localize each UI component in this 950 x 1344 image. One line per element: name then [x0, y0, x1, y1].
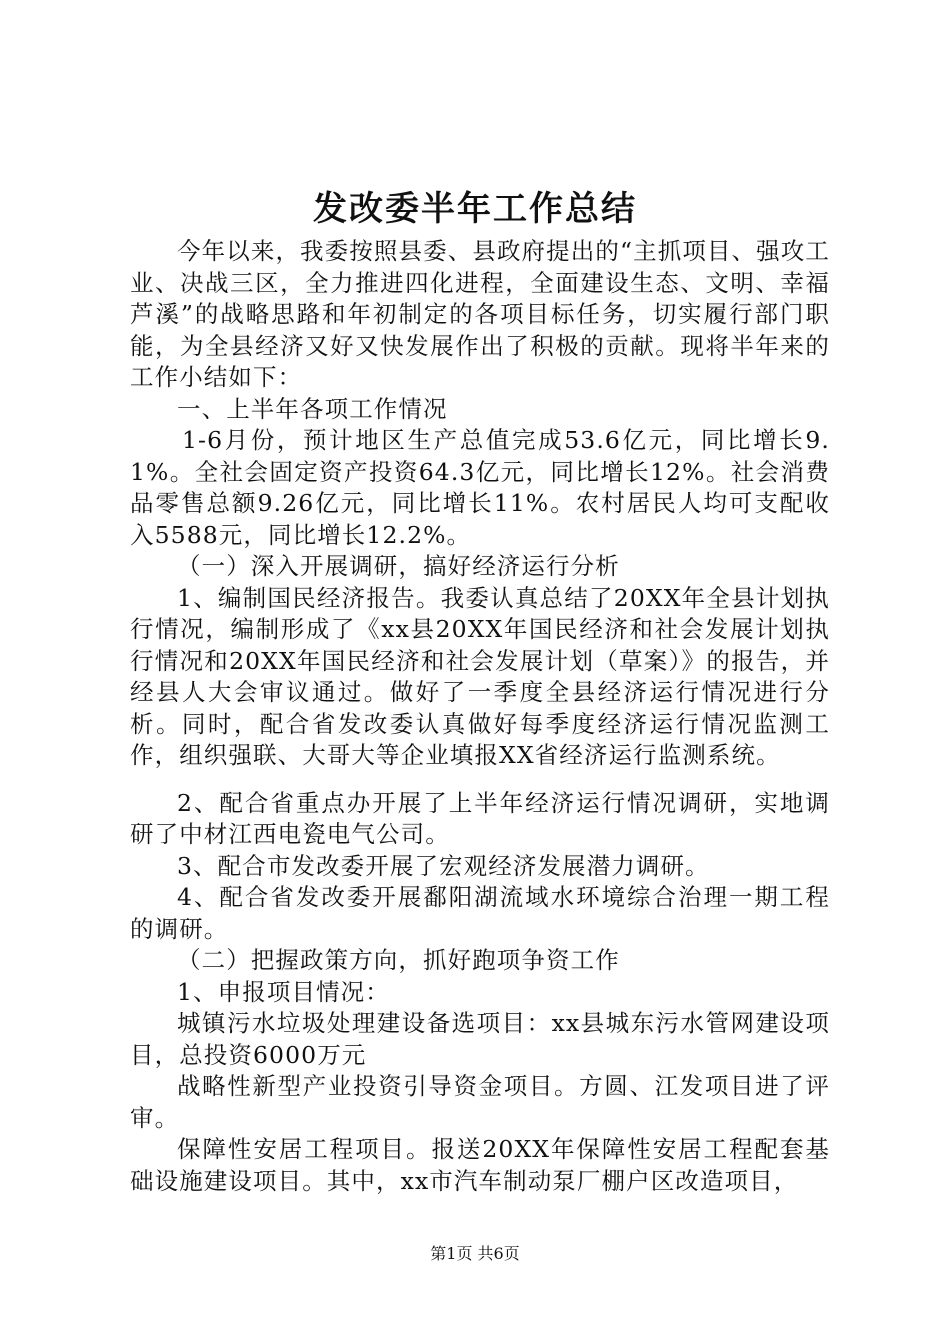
paragraph-apply-heading: 1、申报项目情况： [177, 977, 390, 1006]
paragraph-project-sewage: 城镇污水垃圾处理建设备选项目：xx县城东污水管网建设项目，总投资6000万元 [130, 1009, 830, 1069]
section-heading-1: 一、上半年各项工作情况 [177, 394, 448, 423]
subsection-heading-1: （一）深入开展调研，搞好经济运行分析 [177, 552, 620, 580]
paragraph-gap [130, 772, 830, 788]
paragraph-intro: 今年以来，我委按照县委、县政府提出的“主抓项目、强攻工业、决战三区，全力推进四化进程，全面建设生态、文明、幸福芦溪”的战略思路和年初制定的各项目标任务，切实履行部门职能，为全县经济又好又快发展作出了积极的贡献。现将半年来的工作小结如下： [130, 237, 830, 391]
paragraph-item-2: 2、配合省重点办开展了上半年经济运行情况调研，实地调研了中材江西电瓷电气公司。 [130, 788, 830, 848]
document-body [130, 236, 830, 1197]
paragraph-item-4: 4、配合省发改委开展鄱阳湖流域水环境综合治理一期工程的调研。 [130, 883, 830, 943]
page-number: 第1页 共6页 [430, 1244, 520, 1263]
paragraph-item-1: 1、编制国民经济报告。我委认真总结了20XX年全县计划执行情况，编制形成了《xx县20XX年国民经济和社会发展计划执行情况和20XX年国民经济和社会发展计划（草案）》的报告，并经县人大会审议通过。做好了一季度全县经济运行情况进行分析。同时，配合省发改委认真做好每季度经济运行情况监测工作，组织强联、大哥大等企业填报XX省经济运行监测系统。 [130, 583, 830, 769]
paragraph-project-housing: 保障性安居工程项目。报送20XX年保障性安居工程配套基础设施建设项目。其中，xx市汽车制动泵厂棚户区改造项目， [130, 1135, 830, 1195]
subsection-heading-2: （二）把握政策方向，抓好跑项争资工作 [177, 946, 620, 974]
document-title: 发改委半年工作总结 [313, 189, 637, 229]
paragraph-project-strategic: 战略性新型产业投资引导资金项目。方圆、江发项目进了评审。 [130, 1072, 830, 1132]
paragraph-item-3: 3、配合市发改委开展了宏观经济发展潜力调研。 [177, 851, 710, 880]
paragraph-stats: 1-6月份，预计地区生产总值完成53.6亿元，同比增长9.1%。全社会固定资产投资64.3亿元，同比增长12%。社会消费品零售总额9.26亿元，同比增长11%。农村居民人均可支配收入5588元，同比增长12.2%。 [130, 426, 830, 549]
